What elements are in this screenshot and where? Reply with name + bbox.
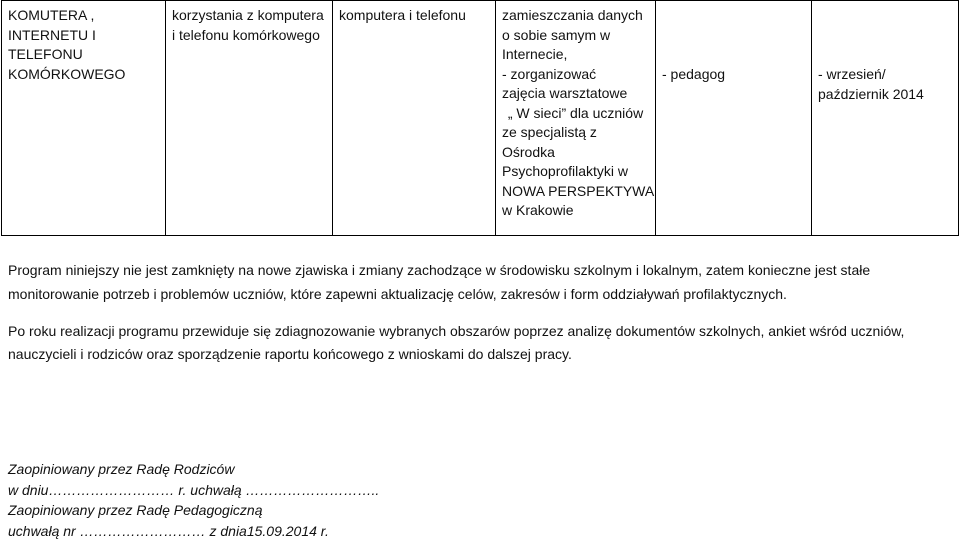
cell-line: - zorganizować [502, 65, 597, 82]
cell-line: Internecie, [502, 46, 568, 62]
paragraph-evaluation: Po roku realizacji programu przewiduje się zdiagnozowanie wybranych obszarów poprzez analizę dokumentów szkolnych, ankiet wśród uczniów, nauczycieli i rodziców oraz sporządzenie raportu końcowego z wnioskami do dalszej pracy. [8, 322, 905, 362]
cell-line: Psychoprofilaktyki w [502, 163, 629, 179]
approval-parents-heading: Zaopiniowany przez Radę Rodziców [8, 461, 235, 477]
table-cell-skills [166, 1, 333, 236]
cell-text: KOMUTERA , INTERNETU I TELEFONU KOMÓRKOWEGO [8, 7, 126, 82]
table-cell-actions [496, 1, 656, 236]
table-cell-responsible [656, 1, 812, 236]
cell-text: - pedagog [662, 66, 726, 82]
cell-line: zajęcia warsztatowe [502, 85, 628, 101]
approval-teachers-heading: Zaopiniowany przez Radę Pedagogiczną [8, 502, 263, 518]
program-table [1, 0, 959, 236]
approval-parents-date: w dniu……………………… r. uchwałą ……………………….. [8, 482, 380, 498]
cell-line: NOWA PERSPEKTYWA [502, 182, 655, 199]
cell-text: - wrzesień/ październik 2014 [818, 66, 924, 102]
cell-line: „ W sieci” dla uczniów [507, 104, 644, 121]
paragraph-monitoring: Program niniejszy nie jest zamknięty na nowe zjawiska i zmiany zachodzące w środowisku szkolnym i lokalnym, zatem konieczne jest stałe monitorowanie potrzeb i problemów uczniów, które zapewni aktualizację celów, zakresów i form oddziaływań profilaktycznych. [8, 262, 871, 302]
table-cell-deadline [812, 1, 959, 236]
table-row [2, 1, 959, 236]
approval-teachers-resolution: uchwałą nr ……………………… z dnia15.09.2014 r. [8, 523, 329, 539]
cell-text: komputera i telefonu [339, 7, 466, 23]
cell-text: korzystania z komputera i telefonu komórkowego [172, 7, 324, 43]
cell-line: zamieszczania danych [502, 7, 643, 23]
cell-line: Ośrodka [502, 143, 555, 160]
cell-line: w Krakowie [502, 202, 574, 218]
cell-line: o sobie samym w [502, 26, 611, 43]
table-cell-subject [333, 1, 496, 236]
table-cell-topic [2, 1, 166, 236]
cell-line: ze specjalistą z [502, 124, 597, 140]
